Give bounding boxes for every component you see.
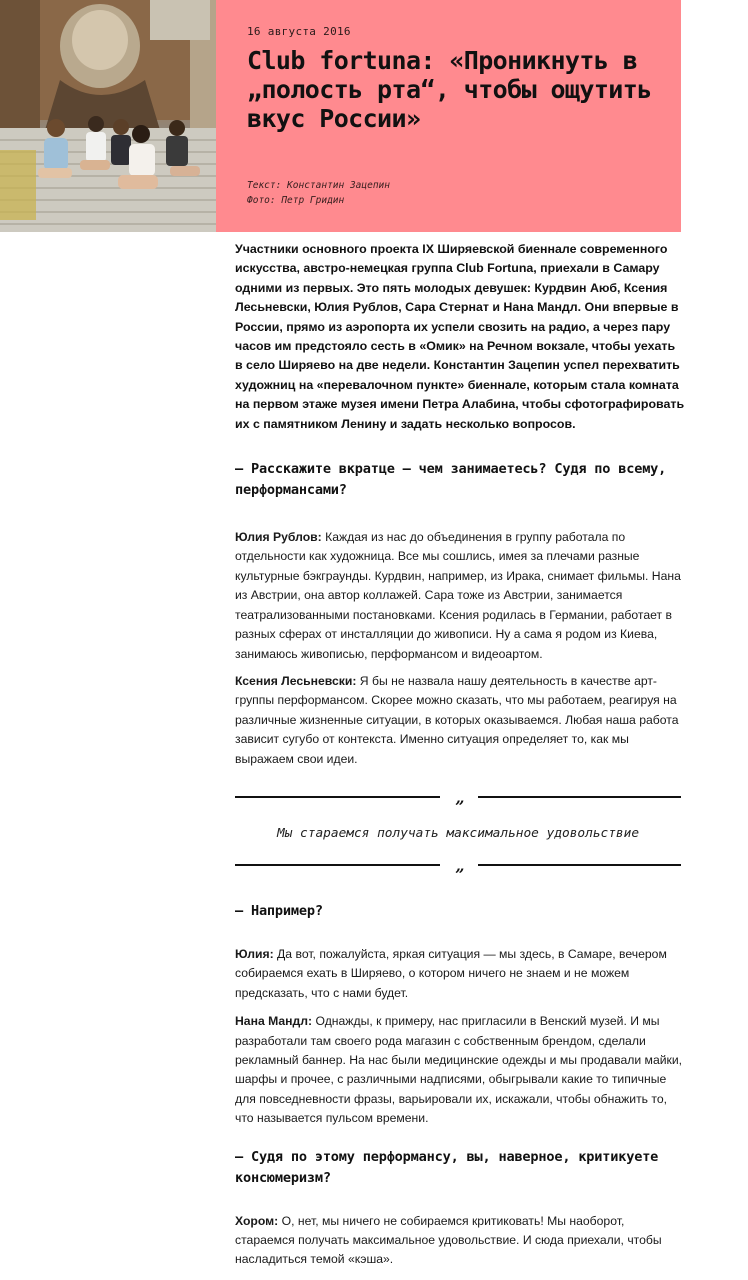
divider-line — [478, 864, 681, 866]
pull-quote-bottom-rule — [235, 856, 681, 875]
question-1: — Расскажите вкратце — чем занимаетесь? Судя по всему, перформансами? — [235, 461, 667, 499]
answer-5 — [235, 1212, 685, 1270]
speaker-name: Хором: — [235, 1213, 279, 1228]
pull-quote — [235, 788, 681, 875]
speaker-name: Нана Мандл: — [235, 1014, 313, 1029]
quote-mark-icon: „ — [455, 788, 465, 807]
question-2: — Например? — [235, 903, 323, 919]
answer-3 — [235, 945, 685, 1003]
publish-date: 16 августа 2016 — [247, 25, 351, 38]
question-3: — Судя по этому перформансу, вы, наверное, критикуете консюмеризм? — [235, 1148, 659, 1186]
answer-text: Каждая из нас до объединения в группу работала по отдельности как художница. Все мы сошлись, имея за плечами разные культурные бэкграунды. Курдвин, например, из Иракa, снимает фильмы. Нана из Австрии, она автор коллажей. Сара тоже из Австрии, занимается театрализованными постановками. Ксения родилась в Германии, работает в разных сферах от инсталляции до живописи. Ну а сама я родом из Киева, занимаюсь живописью, перформансом и видеоартом. — [235, 530, 681, 661]
article-body — [235, 240, 685, 769]
quote-mark-icon: „ — [455, 856, 465, 875]
pull-quote-top-rule — [235, 788, 681, 807]
speaker-name: Юлия: — [235, 947, 274, 961]
answer-text: Однажды, к примеру, нас пригласили в Венский музей. И мы разработали там своего рода магазин с собственным брендом, сделали рекламный баннер. На нас были медицинские одежды и мы продавали майки, шарфы и прочее, с различными надписями, обыгрывали какие то типичные для повседневности фразы, варьировали их, искажали, чтобы обнажить то, что называется пульсом времени. — [235, 1014, 683, 1126]
hero-photo — [0, 0, 216, 232]
answer-4 — [235, 1012, 685, 1128]
speaker-name: Ксения Лесьневски: — [235, 673, 357, 688]
answer-2 — [235, 672, 685, 769]
article-header — [216, 0, 681, 232]
answer-text: Да вот, пожалуйста, яркая ситуация — мы здесь, в Самаре, вечером собираемся ехать в Ширяево, о котором ничего не знаем и не можем предсказать, что с нами будет. — [235, 947, 667, 1000]
speaker-name: Юлия Рублов: — [235, 530, 322, 545]
lead-paragraph: Участники основного проекта IX Ширяевской биеннале современного искусства, австро-немецкая группа Club Fortuna, приехали в Самару одними из первых. Это пять молодых девушек: Курдвин Аюб, Ксения Лесьневски, Юлия Рублов, Сара Стернат и Нана Мандл. Они впервые в России, прямо из аэропорта их успели свозить на радио, а через пару часов им предстояло сесть в «Омик» на Речном вокзале, чтобы уехать в село Ширяево на две недели. Константин Зацепин успел перехватить художниц на «перевалочном пункте» биеннале, которым стала комната на первом этаже музея имени Петра Алабина, чтобы сфотографировать их с памятником Ленину и задать несколько вопросов. — [235, 242, 685, 431]
credits — [247, 178, 390, 208]
text-credit: Текст: Константин Зацепин — [247, 180, 390, 191]
divider-line — [235, 796, 440, 798]
divider-line — [235, 864, 440, 866]
pull-quote-text: Мы стараемся получать максимальное удовольствие — [276, 826, 640, 841]
answer-text: О, нет, мы ничего не собираемся критиковать! Мы наоборот, стараемся получать максимальное удовольствие. И сюда приехали, чтобы насладиться темой «кэша». — [235, 1213, 662, 1267]
article-title: Club fortuna: «Проникнуть в „полость рта“, чтобы ощутить вкус России» — [247, 46, 652, 133]
answer-1 — [235, 528, 685, 664]
photo-credit: Фото: Петр Гридин — [247, 195, 345, 206]
article-body-continued — [235, 901, 685, 1270]
divider-line — [478, 796, 681, 798]
answer-text: Я бы не назвала нашу деятельность в качестве арт-группы перформансом. Скорее можно сказать, что мы работаем, реагируя на различные жизненные ситуации, в которых оказываемся. Любая наша работа зависит сугубо от контекста. Именно ситуация определяет то, как мы выражаем свои идеи. — [235, 673, 679, 766]
